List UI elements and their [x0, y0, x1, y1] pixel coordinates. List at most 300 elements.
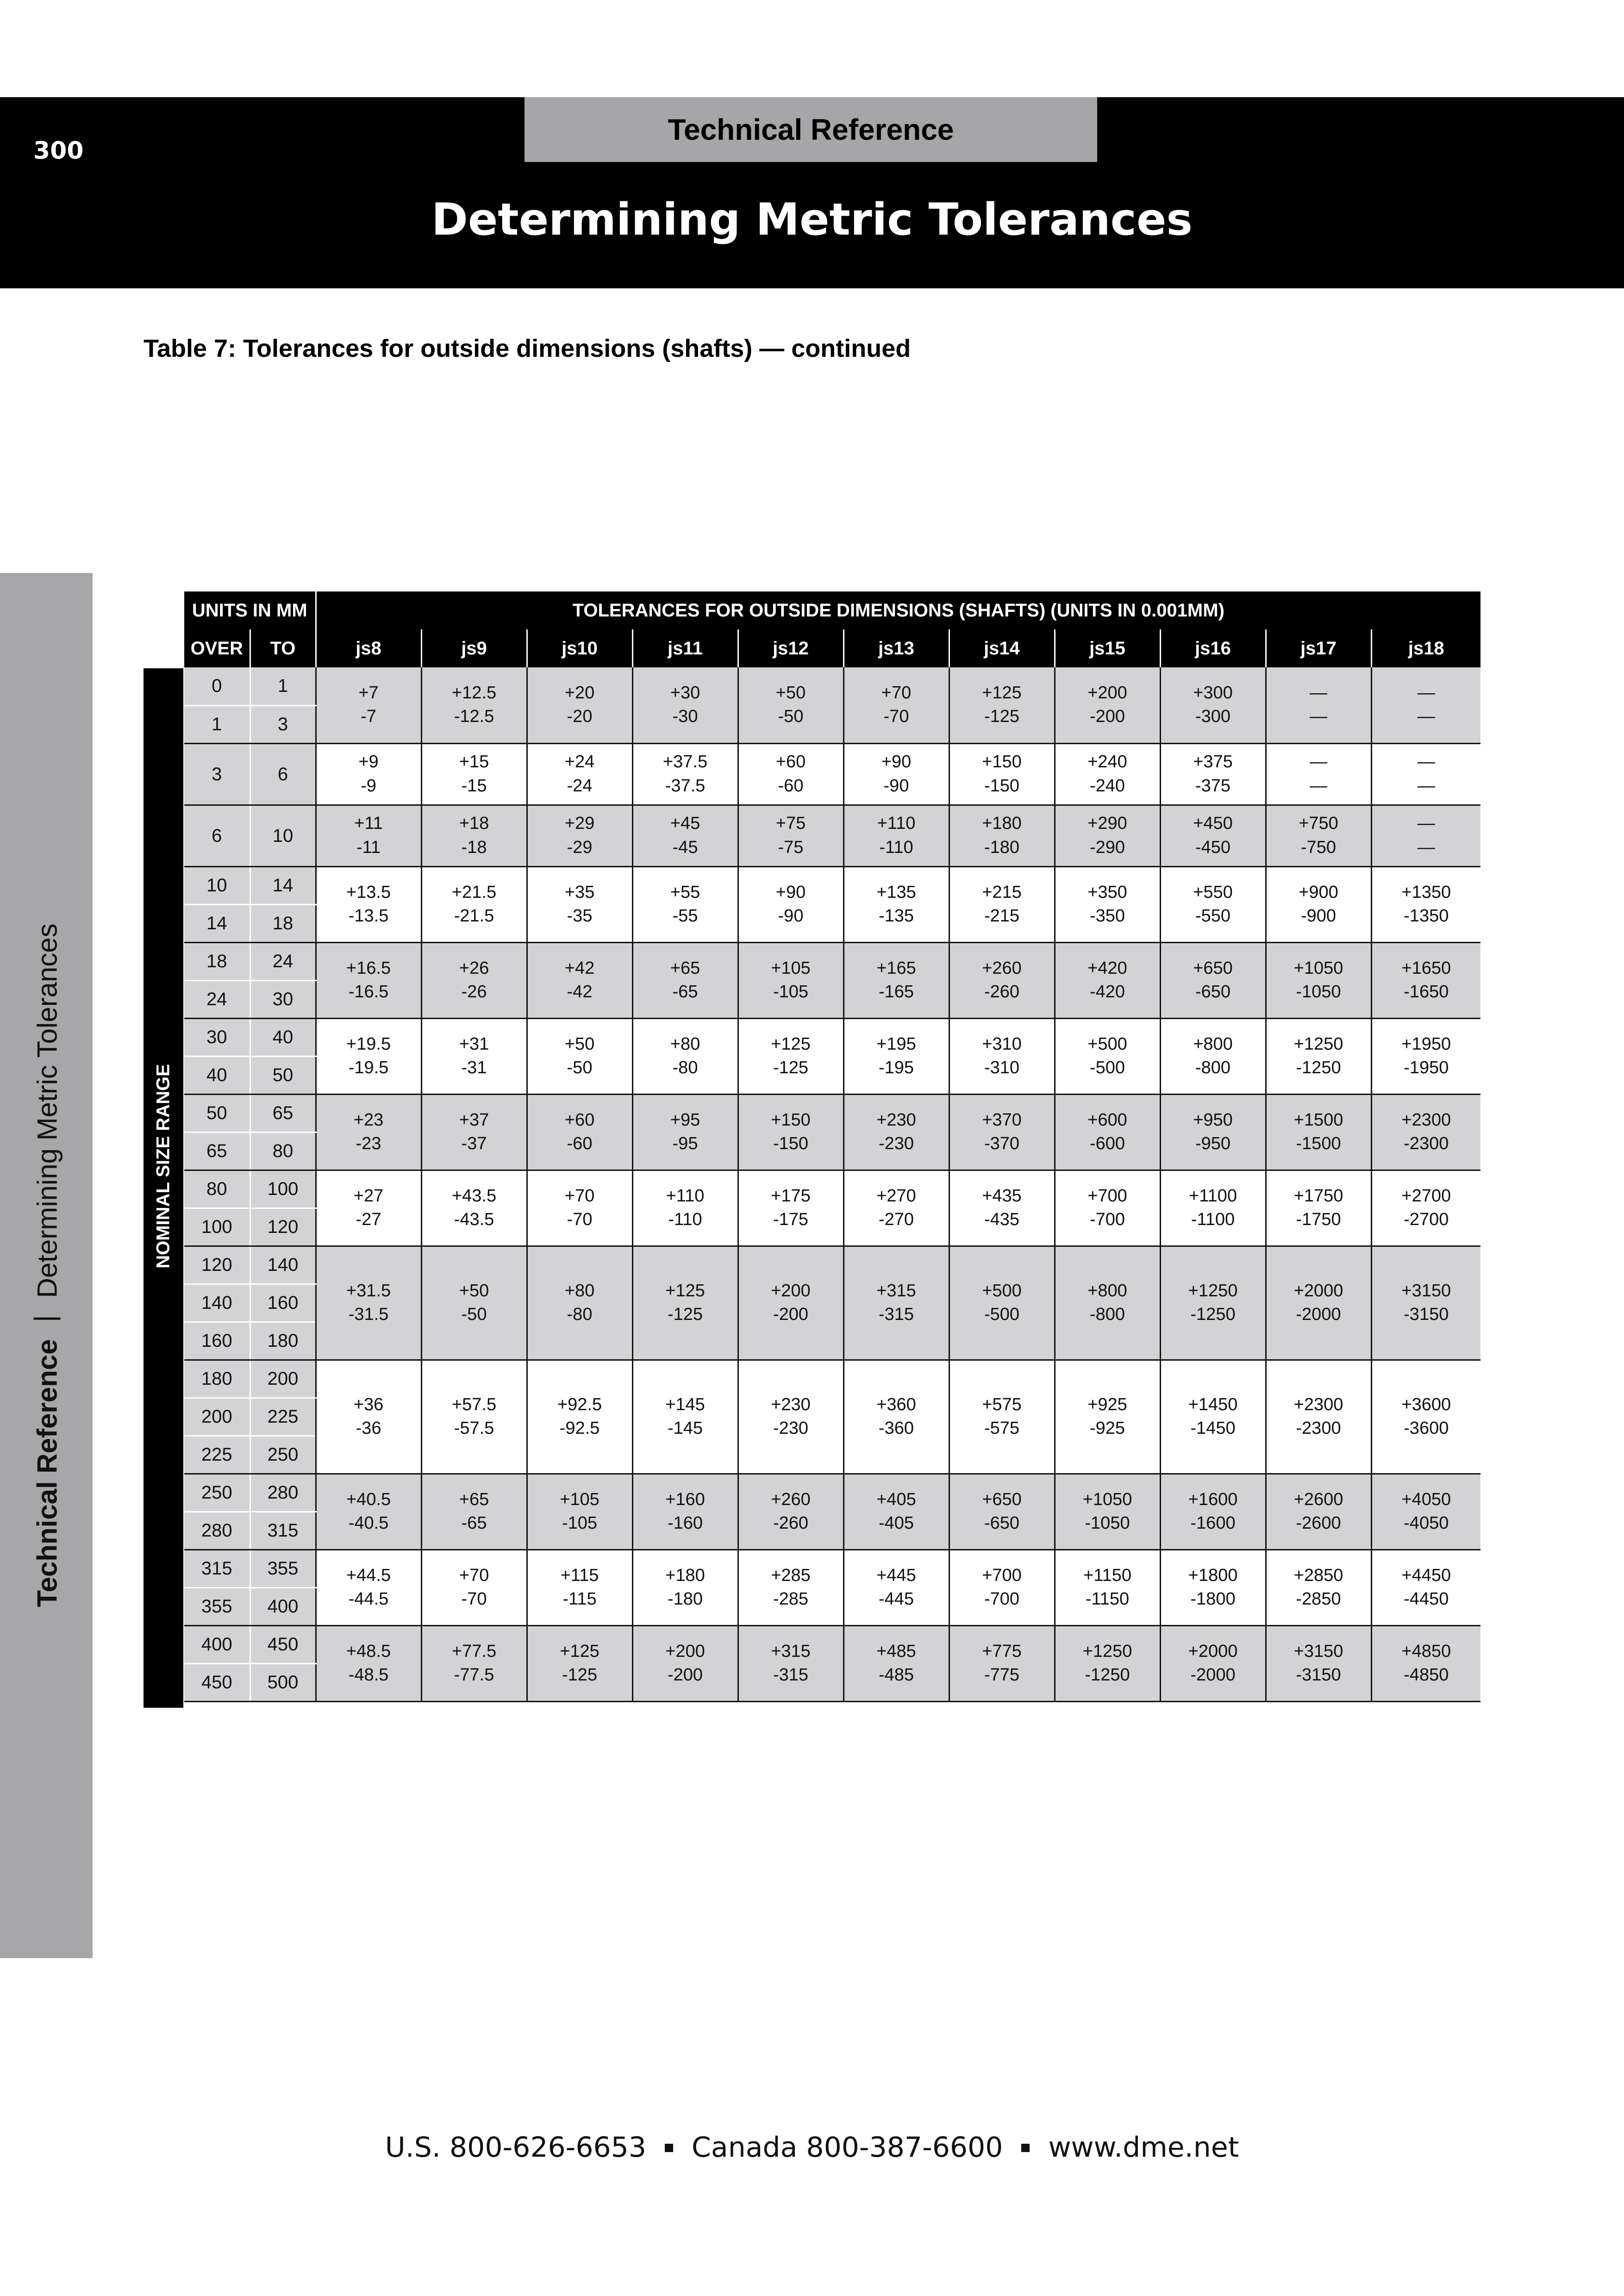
lower-deviation: -29 [567, 837, 593, 857]
lower-deviation: -70 [883, 707, 909, 727]
lower-deviation: -165 [878, 982, 914, 1002]
lower-deviation: -215 [984, 906, 1020, 926]
upper-deviation: +75 [775, 814, 806, 834]
upper-deviation: +240 [1087, 752, 1127, 772]
lower-deviation: -135 [878, 906, 914, 926]
lower-deviation: -420 [1089, 982, 1125, 1002]
tolerance-cell [1371, 667, 1480, 743]
upper-deviation: +65 [459, 1489, 489, 1509]
tolerance-cell [843, 1170, 949, 1246]
tolerance-cell [843, 1474, 949, 1549]
lower-deviation: -315 [773, 1665, 809, 1685]
size-to-cell: 10 [250, 805, 316, 866]
lower-deviation: -125 [562, 1665, 598, 1685]
lower-deviation: -1600 [1190, 1513, 1236, 1533]
tolerance-cell [949, 1094, 1055, 1170]
tolerance-cell [632, 1625, 738, 1701]
lower-deviation: -925 [1089, 1419, 1125, 1438]
lower-deviation: -485 [878, 1665, 914, 1685]
size-to-cell: 500 [250, 1663, 316, 1701]
size-over-cell: 225 [184, 1436, 250, 1474]
lower-deviation: -95 [672, 1134, 698, 1153]
size-to-cell: 200 [250, 1360, 316, 1398]
size-to-cell: 400 [250, 1587, 316, 1625]
upper-deviation: +37 [459, 1110, 489, 1130]
lower-deviation: -2700 [1404, 1210, 1449, 1229]
tolerance-cell [632, 942, 738, 1018]
tolerance-cell [843, 1625, 949, 1701]
tolerance-cell [632, 1360, 738, 1474]
tolerance-cell [527, 805, 632, 866]
lower-deviation: -23 [356, 1134, 381, 1153]
size-over-cell: 400 [184, 1625, 250, 1663]
upper-deviation: +405 [876, 1489, 916, 1509]
table-row [184, 1625, 1480, 1663]
size-over-cell: 100 [184, 1208, 250, 1246]
size-to-cell: 160 [250, 1284, 316, 1322]
upper-deviation: +195 [876, 1034, 916, 1054]
upper-deviation: +30 [670, 683, 700, 703]
side-section-label [31, 923, 63, 1607]
lower-deviation: -27 [356, 1210, 381, 1229]
upper-deviation: +11 [354, 814, 383, 834]
tolerance-cell [1160, 1094, 1266, 1170]
lower-deviation: -57.5 [454, 1419, 494, 1438]
lower-deviation: -35 [567, 906, 593, 926]
lower-deviation: -2850 [1296, 1589, 1341, 1609]
tolerance-cell [1055, 1018, 1160, 1094]
upper-deviation: +1950 [1401, 1034, 1451, 1054]
lower-deviation: -105 [562, 1513, 598, 1533]
lower-deviation: -42 [567, 982, 593, 1002]
size-to-cell: 315 [250, 1512, 316, 1549]
lower-deviation: -4450 [1404, 1589, 1449, 1609]
upper-deviation: +105 [771, 958, 811, 978]
lower-deviation: -15 [461, 776, 487, 796]
size-over-cell: 355 [184, 1587, 250, 1625]
tolerance-cell [843, 743, 949, 805]
lower-deviation: -45 [672, 837, 698, 857]
tolerance-cell [738, 1474, 843, 1549]
to-header: TO [250, 629, 316, 667]
tolerance-cell [1055, 1474, 1160, 1549]
lower-deviation: -125 [667, 1305, 703, 1324]
tolerance-cell [738, 743, 843, 805]
size-over-cell: 140 [184, 1284, 250, 1322]
table-row [184, 1360, 1480, 1398]
units-header: UNITS IN MM [184, 591, 316, 629]
tolerance-cell [1266, 1246, 1371, 1360]
column-header: js10 [527, 629, 632, 667]
tolerance-cell [843, 667, 949, 743]
tolerance-cell [1266, 866, 1371, 942]
lower-deviation: -900 [1300, 906, 1337, 926]
tolerance-cell [1266, 942, 1371, 1018]
lower-deviation: -360 [878, 1419, 914, 1438]
upper-deviation: +485 [876, 1641, 916, 1661]
tolerance-cell [1160, 667, 1266, 743]
tolerance-cell [1055, 1170, 1160, 1246]
lower-deviation: — [1417, 776, 1435, 796]
lower-deviation: -200 [773, 1305, 809, 1324]
upper-deviation: +950 [1193, 1110, 1233, 1130]
tolerance-cell [421, 1246, 527, 1360]
upper-deviation: +290 [1087, 814, 1127, 834]
tolerance-cell [1266, 1018, 1371, 1094]
upper-deviation: +1800 [1188, 1565, 1238, 1585]
upper-deviation: +500 [982, 1281, 1022, 1300]
tolerance-cell [843, 942, 949, 1018]
size-over-cell: 6 [184, 805, 250, 866]
lower-deviation: -370 [984, 1134, 1020, 1153]
upper-deviation: +500 [1087, 1034, 1127, 1054]
upper-deviation: +165 [876, 958, 916, 978]
upper-deviation: +60 [564, 1110, 595, 1130]
upper-deviation: +175 [771, 1186, 811, 1206]
tolerance-cell [1371, 1474, 1480, 1549]
lower-deviation: -2000 [1190, 1665, 1236, 1685]
tolerance-cell [1371, 942, 1480, 1018]
tolerance-cell [316, 743, 421, 805]
tolerance-cell [1371, 866, 1480, 942]
size-over-cell: 250 [184, 1474, 250, 1512]
upper-deviation: +26 [459, 958, 489, 978]
upper-deviation: +150 [771, 1110, 811, 1130]
tolerance-cell [316, 942, 421, 1018]
upper-deviation: +2600 [1293, 1489, 1343, 1509]
tolerance-cell [632, 866, 738, 942]
tolerance-cell [1055, 1625, 1160, 1701]
upper-deviation: +300 [1193, 683, 1233, 703]
size-to-cell: 6 [250, 743, 316, 805]
lower-deviation: -750 [1300, 837, 1337, 857]
tolerance-cell [421, 942, 527, 1018]
upper-deviation: +1250 [1188, 1281, 1238, 1300]
lower-deviation: -160 [667, 1513, 703, 1533]
lower-deviation: -1050 [1296, 982, 1341, 1002]
upper-deviation: +1250 [1082, 1641, 1132, 1661]
column-header: js12 [738, 629, 843, 667]
lower-deviation: — [1417, 837, 1435, 857]
size-to-cell: 24 [250, 942, 316, 980]
tolerance-cell [843, 1549, 949, 1625]
lower-deviation: -775 [984, 1665, 1020, 1685]
page-number: 300 [33, 137, 84, 165]
tolerance-cell [527, 1094, 632, 1170]
tolerance-cell [738, 1094, 843, 1170]
size-over-cell: 30 [184, 1018, 250, 1056]
tolerance-cell [949, 667, 1055, 743]
upper-deviation: +925 [1087, 1394, 1127, 1414]
size-to-cell: 65 [250, 1094, 316, 1132]
lower-deviation: -800 [1195, 1058, 1231, 1077]
upper-deviation: +57.5 [451, 1394, 497, 1414]
tolerance-cell [1055, 866, 1160, 942]
upper-deviation: +12.5 [451, 683, 497, 703]
lower-deviation: -435 [984, 1210, 1020, 1229]
size-to-cell: 225 [250, 1398, 316, 1436]
footer-contact [0, 2131, 1624, 2164]
lower-deviation: -36 [356, 1419, 381, 1438]
lower-deviation: -16.5 [348, 982, 389, 1002]
size-to-cell: 120 [250, 1208, 316, 1246]
tolerance-cell [1055, 1246, 1160, 1360]
table-row [184, 1170, 1480, 1208]
size-over-cell: 65 [184, 1132, 250, 1170]
size-to-cell: 250 [250, 1436, 316, 1474]
upper-deviation: +160 [665, 1489, 705, 1509]
upper-deviation: +18 [459, 814, 489, 834]
table-row [184, 743, 1480, 805]
upper-deviation: +230 [876, 1110, 916, 1130]
upper-deviation: +180 [665, 1565, 705, 1585]
page-title: Determining Metric Tolerances [431, 194, 1193, 245]
lower-deviation: -50 [567, 1058, 593, 1077]
size-over-cell: 14 [184, 904, 250, 942]
size-to-cell: 30 [250, 980, 316, 1018]
lower-deviation: -1150 [1085, 1589, 1130, 1609]
lower-deviation: -90 [883, 776, 909, 796]
size-to-cell: 40 [250, 1018, 316, 1056]
tolerance-cell [421, 1170, 527, 1246]
lower-deviation: -75 [778, 837, 804, 857]
tolerance-cell [843, 1246, 949, 1360]
upper-deviation: +1500 [1293, 1110, 1343, 1130]
lower-deviation: -1250 [1085, 1665, 1130, 1685]
upper-deviation: +37.5 [662, 752, 708, 772]
tolerance-cell [527, 1360, 632, 1474]
size-to-cell: 50 [250, 1056, 316, 1094]
upper-deviation: +1150 [1083, 1565, 1131, 1585]
tolerance-cell [1055, 805, 1160, 866]
lower-deviation: -650 [984, 1513, 1020, 1533]
tolerance-cell [316, 805, 421, 866]
footer-bullet [1021, 2144, 1030, 2152]
size-over-cell: 50 [184, 1094, 250, 1132]
upper-deviation: — [1417, 814, 1435, 834]
tolerance-cell [1055, 667, 1160, 743]
tolerance-cell [316, 1170, 421, 1246]
tolerance-cell [949, 1625, 1055, 1701]
upper-deviation: +80 [564, 1281, 595, 1300]
size-to-cell: 80 [250, 1132, 316, 1170]
tolerance-cell [1160, 1360, 1266, 1474]
table-row [184, 866, 1480, 904]
size-over-cell: 40 [184, 1056, 250, 1094]
upper-deviation: +35 [564, 882, 595, 902]
upper-deviation: +1650 [1401, 958, 1451, 978]
table-row [184, 667, 1480, 705]
upper-deviation: +315 [876, 1281, 916, 1300]
upper-deviation: +420 [1087, 958, 1127, 978]
lower-deviation: -260 [773, 1513, 809, 1533]
tolerance-cell [843, 1018, 949, 1094]
table-row [184, 1549, 1480, 1587]
tolerance-cell [632, 1170, 738, 1246]
tolerance-cell [1266, 805, 1371, 866]
size-to-cell: 3 [250, 705, 316, 743]
size-over-cell: 160 [184, 1322, 250, 1360]
size-over-cell: 0 [184, 667, 250, 705]
column-header: js16 [1160, 629, 1266, 667]
lower-deviation: -950 [1195, 1134, 1231, 1153]
tolerance-cell [1266, 1360, 1371, 1474]
lower-deviation: -180 [984, 837, 1020, 857]
tolerance-cell [632, 667, 738, 743]
upper-deviation: +4450 [1401, 1565, 1451, 1585]
lower-deviation: -50 [461, 1305, 487, 1324]
lower-deviation: -110 [879, 837, 913, 857]
tolerance-cell [421, 1474, 527, 1549]
tolerance-cell [1371, 1018, 1480, 1094]
tolerance-cell [1371, 1360, 1480, 1474]
tolerance-cell [843, 1094, 949, 1170]
upper-deviation: +125 [560, 1641, 600, 1661]
upper-deviation: +145 [665, 1394, 705, 1414]
lower-deviation: -2000 [1296, 1305, 1341, 1324]
upper-deviation: +360 [876, 1394, 916, 1414]
upper-deviation: +92.5 [557, 1394, 602, 1414]
tolerance-cell [632, 1246, 738, 1360]
tolerance-cell [1371, 1625, 1480, 1701]
tolerance-cell [1160, 1474, 1266, 1549]
upper-deviation: +575 [982, 1394, 1022, 1414]
lower-deviation: -77.5 [454, 1665, 494, 1685]
lower-deviation: -550 [1195, 906, 1231, 926]
upper-deviation: +3150 [1293, 1641, 1343, 1661]
upper-deviation: +775 [982, 1641, 1022, 1661]
lower-deviation: -175 [773, 1210, 809, 1229]
tolerance-cell [316, 1360, 421, 1474]
tolerance-cell [421, 866, 527, 942]
column-header: js13 [843, 629, 949, 667]
upper-deviation: +48.5 [346, 1641, 391, 1661]
lower-deviation: -230 [773, 1419, 809, 1438]
upper-deviation: +40.5 [346, 1489, 391, 1509]
tolerance-cell [527, 667, 632, 743]
tolerance-cell [316, 1094, 421, 1170]
tolerance-cell [949, 743, 1055, 805]
upper-deviation: +2300 [1401, 1110, 1451, 1130]
lower-deviation: -31.5 [348, 1305, 389, 1324]
table-row [184, 805, 1480, 866]
tolerance-cell [1160, 743, 1266, 805]
tolerance-cell [316, 1246, 421, 1360]
upper-deviation: +4050 [1401, 1489, 1451, 1509]
lower-deviation: -1500 [1296, 1134, 1341, 1153]
size-over-cell: 24 [184, 980, 250, 1018]
upper-deviation: +42 [564, 958, 595, 978]
upper-deviation: +3600 [1401, 1394, 1451, 1414]
lower-deviation: -20 [567, 707, 593, 727]
lower-deviation: -1100 [1191, 1210, 1235, 1229]
upper-deviation: +90 [881, 752, 912, 772]
upper-deviation: +2700 [1401, 1186, 1451, 1206]
upper-deviation: +50 [564, 1034, 595, 1054]
upper-deviation: +650 [982, 1489, 1022, 1509]
upper-deviation: +800 [1087, 1281, 1127, 1300]
table-row [184, 1474, 1480, 1512]
upper-deviation: +375 [1193, 752, 1233, 772]
upper-deviation: +180 [982, 814, 1022, 834]
size-over-cell: 80 [184, 1170, 250, 1208]
upper-deviation: +105 [560, 1489, 600, 1509]
size-to-cell: 1 [250, 667, 316, 705]
column-header: js15 [1055, 629, 1160, 667]
tolerance-cell [1055, 942, 1160, 1018]
upper-deviation: +4850 [1401, 1641, 1451, 1661]
tolerance-cell [632, 1474, 738, 1549]
upper-deviation: +215 [982, 882, 1022, 902]
lower-deviation: -260 [984, 982, 1020, 1002]
upper-deviation: +110 [877, 814, 916, 834]
tolerance-cell [738, 1018, 843, 1094]
lower-deviation: -180 [667, 1589, 703, 1609]
lower-deviation: -4050 [1404, 1513, 1449, 1533]
size-to-cell: 140 [250, 1246, 316, 1284]
lower-deviation: -125 [773, 1058, 809, 1077]
upper-deviation: +29 [564, 814, 595, 834]
upper-deviation: +445 [876, 1565, 916, 1585]
tolerance-cell [949, 1474, 1055, 1549]
lower-deviation: — [1310, 776, 1327, 796]
upper-deviation: +65 [670, 958, 700, 978]
lower-deviation: -110 [668, 1210, 702, 1229]
lower-deviation: -1450 [1190, 1419, 1236, 1438]
tolerance-cell [527, 1170, 632, 1246]
tolerance-cell [738, 942, 843, 1018]
footer-canada-phone: Canada 800-387-6600 [692, 2131, 1003, 2164]
upper-deviation: +1050 [1293, 958, 1343, 978]
upper-deviation: +45 [670, 814, 700, 834]
upper-deviation: — [1310, 683, 1327, 703]
upper-deviation: +260 [771, 1489, 811, 1509]
tolerance-cell [1055, 743, 1160, 805]
table-caption: Table 7: Tolerances for outside dimensions (shafts) — continued [144, 335, 911, 362]
size-to-cell: 180 [250, 1322, 316, 1360]
footer-bullet [665, 2144, 673, 2152]
upper-deviation: +230 [771, 1394, 811, 1414]
tolerance-cell [316, 866, 421, 942]
upper-deviation: +125 [771, 1034, 811, 1054]
tolerance-cell [738, 1170, 843, 1246]
size-over-cell: 450 [184, 1663, 250, 1701]
table-row [184, 1094, 1480, 1132]
lower-deviation: -24 [567, 776, 593, 796]
tolerance-cell [738, 1549, 843, 1625]
tolerance-cell [527, 942, 632, 1018]
size-over-cell: 280 [184, 1512, 250, 1549]
section-tab: Technical Reference [525, 97, 1097, 162]
lower-deviation: -18 [461, 837, 487, 857]
lower-deviation: -240 [1089, 776, 1125, 796]
upper-deviation: +95 [670, 1110, 700, 1130]
upper-deviation: +1250 [1293, 1034, 1343, 1054]
tolerance-cell [1055, 1094, 1160, 1170]
tolerance-cell [421, 1625, 527, 1701]
tolerance-cell [1160, 1170, 1266, 1246]
size-over-cell: 3 [184, 743, 250, 805]
upper-deviation: +200 [1087, 683, 1127, 703]
lower-deviation: -21.5 [454, 906, 494, 926]
tolerance-cell [527, 1625, 632, 1701]
upper-deviation: — [1417, 752, 1435, 772]
upper-deviation: — [1310, 752, 1327, 772]
lower-deviation: -90 [778, 906, 804, 926]
tolerance-cell [421, 1549, 527, 1625]
lower-deviation: -1250 [1190, 1305, 1236, 1324]
tolerance-cell [632, 805, 738, 866]
